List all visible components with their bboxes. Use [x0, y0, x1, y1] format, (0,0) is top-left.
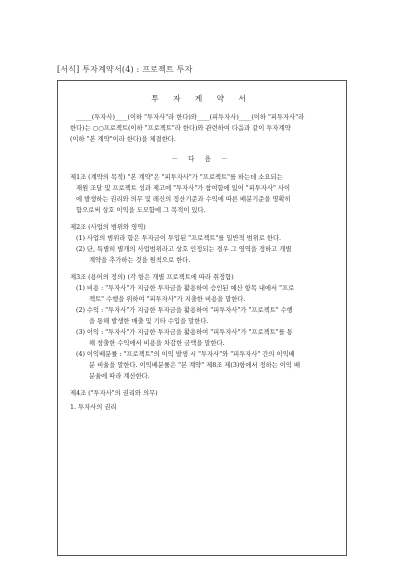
form-label: [서식] 투자계약서(4) : 프로젝트 투자 [57, 65, 193, 74]
article-2-item: (2) 단, 특별히 별개의 사업범위라고 상호 인정되는 경우 그 영역을 정하고 개별 계약을 추가하는 것을 원칙으로 한다. [76, 246, 292, 264]
section-subhead: － 다 음 － [171, 155, 232, 163]
article-3-title: 제3조 (용어의 정의) (각 항은 개별 프로젝트에 따라 취정함) [70, 274, 234, 281]
article-4-title: 제4조 ("투자사"의 권리와 의무) [70, 390, 158, 397]
article-1-line: 재원 조달 및 프로젝트 성과 제고에 "투자사"가 참여함에 있어 "피투자사" 사이 [76, 185, 291, 192]
article-2-title: 제2조 (사업의 범위와 영역) [70, 224, 146, 231]
intro-paragraph [70, 112, 333, 145]
contract-frame [57, 80, 347, 556]
article-2-item: (1) 사업의 범위라 함은 투자금이 투입된 "프로젝트"를 일반적 범위로 한다. [76, 235, 282, 242]
intro-line: 한다)는 ○○프로젝트(이하 "프로젝트"라 한다)와 관련하여 다음과 같이 투자계약 [70, 125, 291, 132]
article-1-line: 에 발생하는 권리와 의무 및 레신의 정산기준과 수익에 따른 배분기준을 명확히 [76, 196, 291, 203]
article-1-line: 함으로써 상호 이익을 도모함에 그 목적이 있다. [76, 207, 206, 214]
article-1-body [76, 183, 333, 216]
article-1-line: 제1조 (계약의 목적) "본 계약"은 "피투자사"가 "프로젝트"를 하는데 소요되는 [70, 174, 283, 181]
article-3-item: (1) 비용 : "투자사"가 지급한 투자금을 활용하여 승인된 예산 항목 내에서 "프로 젝트" 수행을 위하여 "피투자사"가 지출한 비용을 말한다. [76, 285, 295, 303]
article-3-item: (2) 수익 : "투자사"가 지급한 투자금을 활용하여 "피투자사"가 "프로젝트" 수행 을 통해 발생한 매출 및 기타 수입을 말한다. [76, 307, 293, 325]
contract-title: 투 자 계 약 서 [151, 94, 252, 103]
intro-line: (이하 "본 계약"이라 한다)을 체결한다. [70, 136, 176, 143]
article-3-item: (3) 이익 : "투자사"가 지급한 투자금을 활용하여 "피투자사"가 "프로젝트"를 통 해 창출한 수익에서 비용을 차감한 금액을 말한다. [76, 329, 293, 347]
article-1 [70, 172, 333, 183]
intro-line: _____(투자사)____(이하 "투자사"라 한다)와____(피투자사)____(이하 "피투자사"라 [76, 114, 305, 121]
article-3-item: (4) 이익배분률 : "프로젝트"의 이익 발생 시 "투자사"와 "피투자사" 간의 이익배 분 비율을 말한다. 이익배분률은 "본 계약" 제8조 제(3)항에서 정하는 이익 배 분율에 따라 계산한다. [76, 351, 301, 380]
article-4-subsection: 1. 투자사의 권리 [70, 404, 117, 411]
